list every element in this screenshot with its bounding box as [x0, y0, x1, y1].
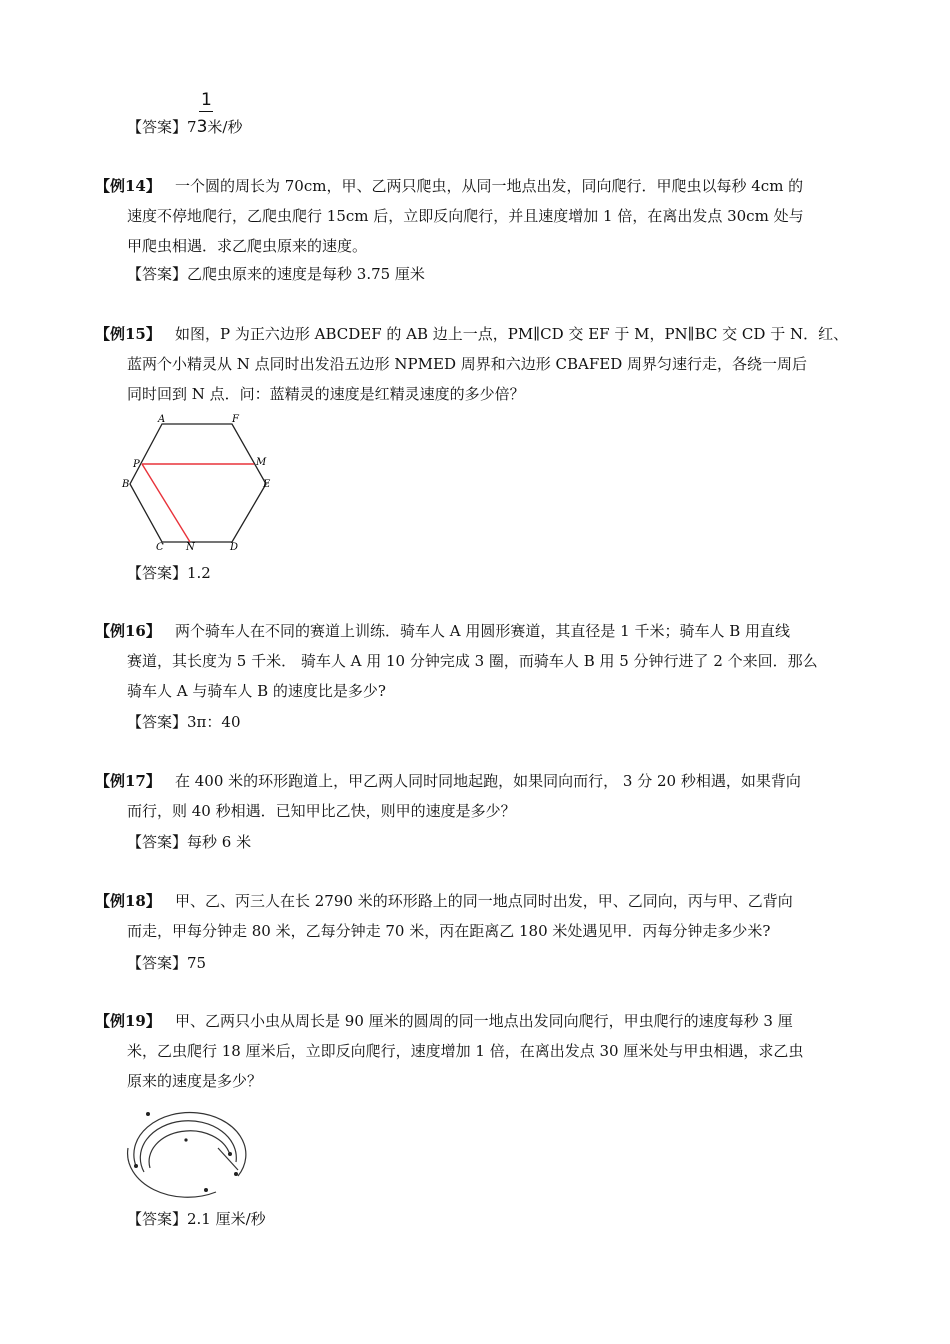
fraction-numerator: 1 [201, 90, 212, 110]
bug-point-3 [134, 1164, 138, 1168]
bug-point-1 [146, 1112, 150, 1116]
label-d: D [230, 542, 239, 552]
question-18-label: 【例18】 [95, 892, 161, 910]
circular-track-figure [120, 1100, 260, 1200]
answer-16: 【答案】3π：40 [127, 713, 241, 731]
bug-point-4 [204, 1188, 208, 1192]
label-f: F [232, 414, 239, 425]
question-15-line-1: 如图，P 为正六边形 ABCDEF 的 AB 边上一点，PM∥CD 交 EF 于 M，PN∥BC 交 CD 于 N．红、 [175, 325, 849, 343]
label-c: C [156, 542, 164, 552]
question-19-line-1: 甲、乙两只小虫从周长是 90 厘米的圆周的同一地点出发同向爬行，甲虫爬行的速度每秒 3 厘 [175, 1012, 793, 1030]
question-17-label: 【例17】 [95, 772, 161, 790]
track-arc-inner [149, 1131, 230, 1168]
center-point [184, 1138, 187, 1141]
fraction-bar [199, 111, 213, 112]
bug-point-2 [228, 1152, 232, 1156]
question-16-line-1: 两个骑车人在不同的赛道上训练．骑车人 A 用圆形赛道，其直径是 1 千米；骑车人 B 用直线 [175, 622, 791, 640]
answer-label: 【答案】 [127, 118, 188, 136]
question-17-line-1: 在 400 米的环形跑道上，甲乙两人同时同地起跑，如果同向而行， 3 分 20 秒相遇，如果背向 [175, 772, 801, 790]
bug-point-5 [234, 1172, 238, 1176]
answer-14: 【答案】乙爬虫原来的速度是每秒 3.75 厘米 [127, 265, 425, 283]
question-15-label: 【例15】 [95, 325, 161, 343]
question-18-line-1: 甲、乙、丙三人在长 2790 米的环形路上的同一地点同时出发，甲、乙同向，丙与甲、乙背向 [175, 892, 793, 910]
question-14-line-2: 速度不停地爬行，乙爬虫爬行 15cm 后，立即反向爬行，并且速度增加 1 倍，在离出发点 30cm 处与 [127, 207, 804, 225]
track-arc-outer [134, 1113, 246, 1176]
question-14-line-1: 一个圆的周长为 70cm，甲、乙两只爬虫，从同一地点出发，同向爬行．甲爬虫以每秒 4cm 的 [175, 177, 804, 195]
label-n: N [186, 542, 195, 552]
question-17-line-2: 而行，则 40 秒相遇．已知甲比乙快，则甲的速度是多少？ [127, 802, 516, 820]
question-18-line-2: 而走，甲每分钟走 80 米，乙每分钟走 70 米，丙在距离乙 180 米处遇见甲．丙每分钟走多少米? [127, 922, 771, 940]
question-16-line-3: 骑车人 A 与骑车人 B 的速度比是多少? [127, 682, 386, 700]
segment-pn [142, 464, 190, 542]
question-15-line-2: 蓝两个小精灵从 N 点同时出发沿五边形 NPMED 周界和六边形 CBAFED 周界匀速行走，各绕一周后 [127, 355, 808, 373]
answer-13 [127, 117, 242, 137]
question-16-label: 【例16】 [95, 622, 161, 640]
question-14-label: 【例14】 [95, 177, 161, 195]
question-15-line-3: 同时回到 N 点．问：蓝精灵的速度是红精灵速度的多少倍？ [127, 385, 525, 403]
fraction-denominator: 3 [196, 117, 208, 137]
label-m: M [256, 457, 267, 468]
answer-17: 【答案】每秒 6 米 [127, 833, 252, 851]
hexagon-figure [120, 412, 280, 552]
label-e: E [263, 479, 271, 490]
label-p: P [133, 459, 140, 470]
question-16-line-2: 赛道，其长度为 5 千米． 骑车人 A 用 10 分钟完成 3 圈，而骑车人 B 用 5 分钟行进了 2 个来回．那么 [127, 652, 818, 670]
question-19-label: 【例19】 [95, 1012, 161, 1030]
answer-unit: 米/秒 [207, 118, 243, 136]
label-b: B [122, 479, 130, 490]
answer-15: 【答案】1.2 [127, 564, 211, 582]
question-14-line-3: 甲爬虫相遇．求乙爬虫原来的速度。 [127, 237, 368, 255]
answer-19: 【答案】2.1 厘米/秒 [127, 1210, 266, 1228]
question-19-line-2: 米，乙虫爬行 18 厘米后，立即反向爬行，速度增加 1 倍，在离出发点 30 厘米处与甲虫相遇，求乙虫 [127, 1042, 804, 1060]
answer-whole: 7 [187, 118, 197, 136]
label-a: A [158, 414, 166, 425]
answer-18: 【答案】75 [127, 954, 207, 972]
question-19-line-3: 原来的速度是多少？ [127, 1072, 263, 1090]
hexagon-outline [130, 424, 266, 542]
